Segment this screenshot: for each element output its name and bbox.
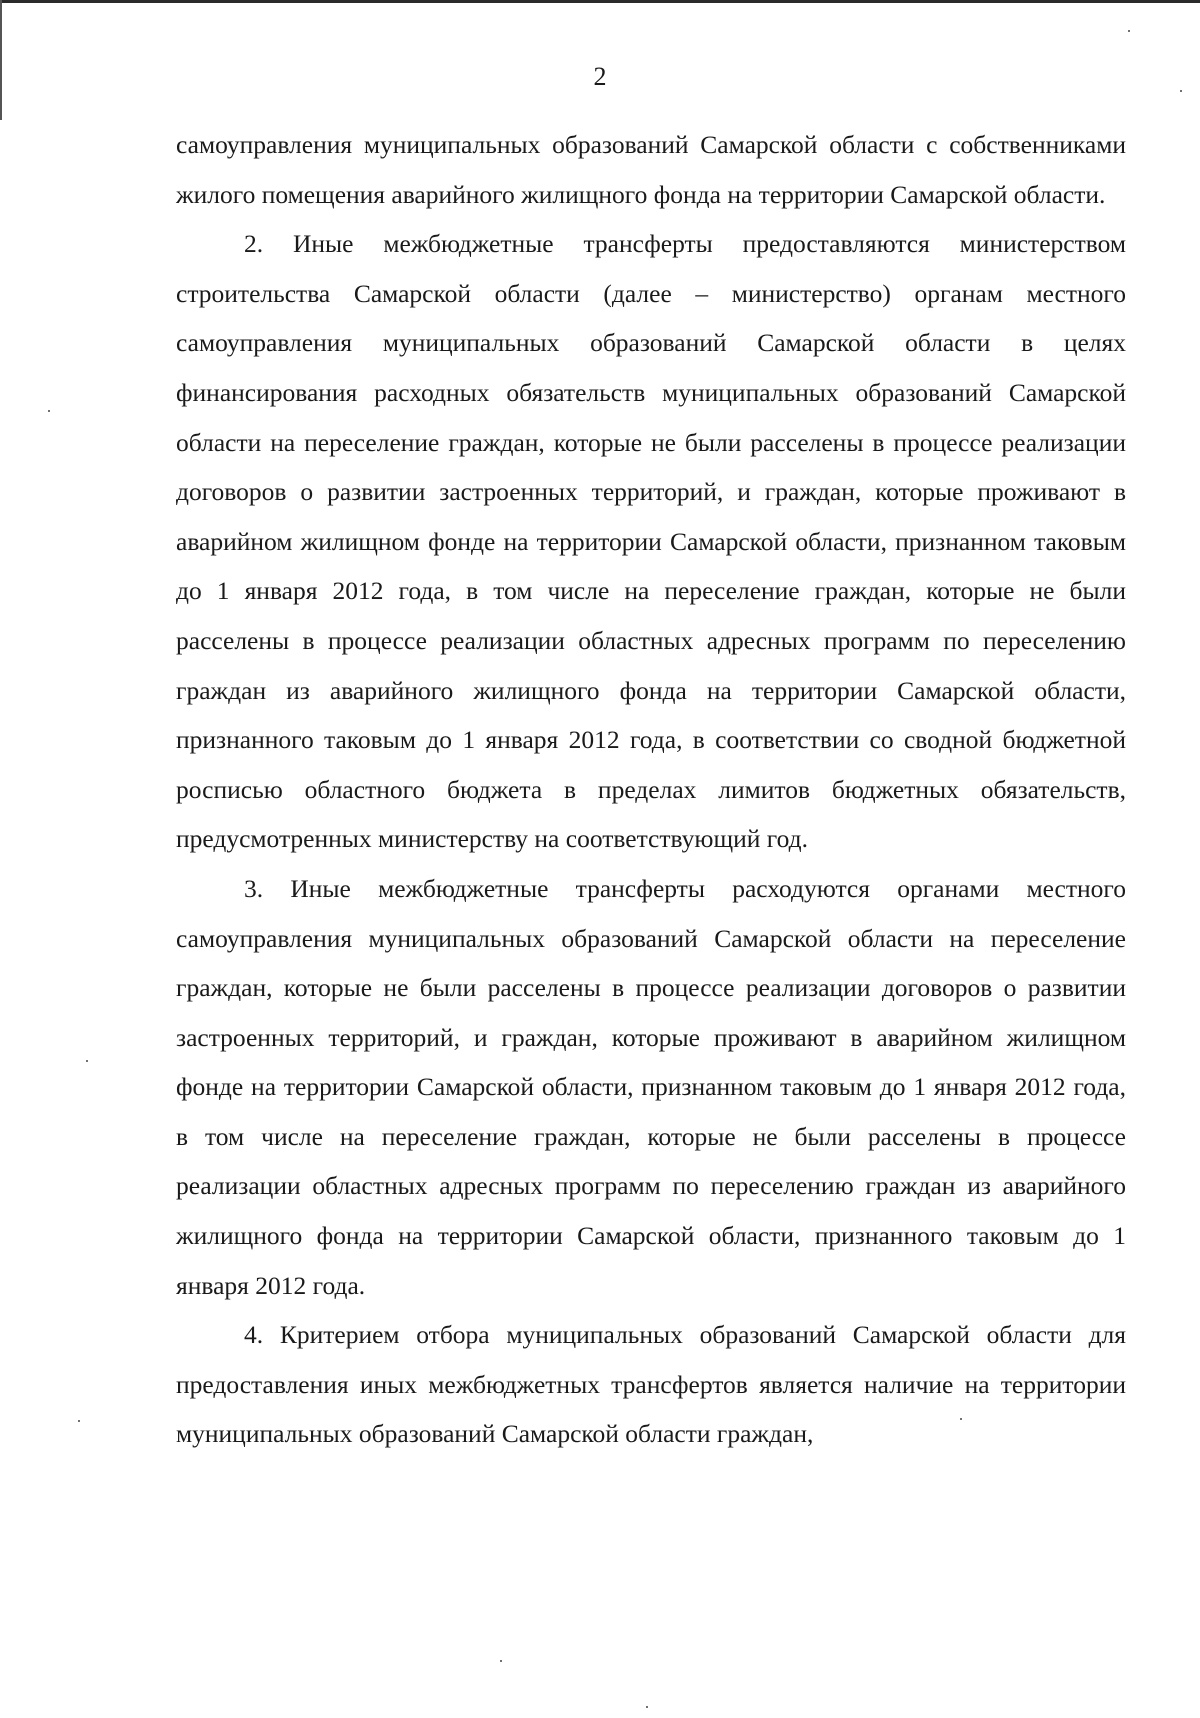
scan-left-edge <box>0 0 2 120</box>
paragraph-2: 2. Иные межбюджетные трансферты предоставляются министерством строительства Самарской области (далее – министерство) органам местного самоуправления муниципальных образований Самарской области в целях финансирования расходных обязательств муниципальных образований Самарской области на переселение граждан, которые не были расселены в процессе реализации договоров о развитии застроенных территорий, и граждан, которые проживают в аварийном жилищном фонде на территории Самарской области, признанном таковым до 1 января 2012 года, в том числе на переселение граждан, которые не были расселены в процессе реализации областных адресных программ по переселению граждан из аварийного жилищного фонда на территории Самарской области, признанного таковым до 1 января 2012 года, в соответствии со сводной бюджетной росписью областного бюджета в пределах лимитов бюджетных обязательств, предусмотренных министерству на соответствующий год. <box>176 229 1126 854</box>
paragraph-4: 4. Критерием отбора муниципальных образований Самарской области для предоставления иных межбюджетных трансфертов является наличие на территории муниципальных образований Самарской области граждан, <box>176 1320 1126 1449</box>
scan-speck <box>78 1420 80 1422</box>
paragraph-3: 3. Иные межбюджетные трансферты расходуются органами местного самоуправления муниципальных образований Самарской области на переселение граждан, которые не были расселены в процессе реализации договоров о развитии застроенных территорий, и граждан, которые проживают в аварийном жилищном фонде на территории Самарской области, признанном таковым до 1 января 2012 года, в том числе на переселение граждан, которые не были расселены в процессе реализации областных адресных программ по переселению граждан из аварийного жилищного фонда на территории Самарской области, признанного таковым до 1 января 2012 года. <box>176 873 1126 1300</box>
scan-speck <box>500 1660 502 1662</box>
scan-speck <box>1128 30 1130 32</box>
page-number: 2 <box>593 62 607 91</box>
scan-speck <box>86 1060 88 1062</box>
scan-top-edge <box>0 0 1200 3</box>
document-body <box>176 120 1126 1459</box>
scan-speck <box>646 1706 648 1708</box>
paragraph-continuation: самоуправления муниципальных образований Самарской области с собственниками жилого помещения аварийного жилищного фонда на территории Самарской области. <box>176 130 1126 209</box>
scan-speck <box>48 410 50 412</box>
